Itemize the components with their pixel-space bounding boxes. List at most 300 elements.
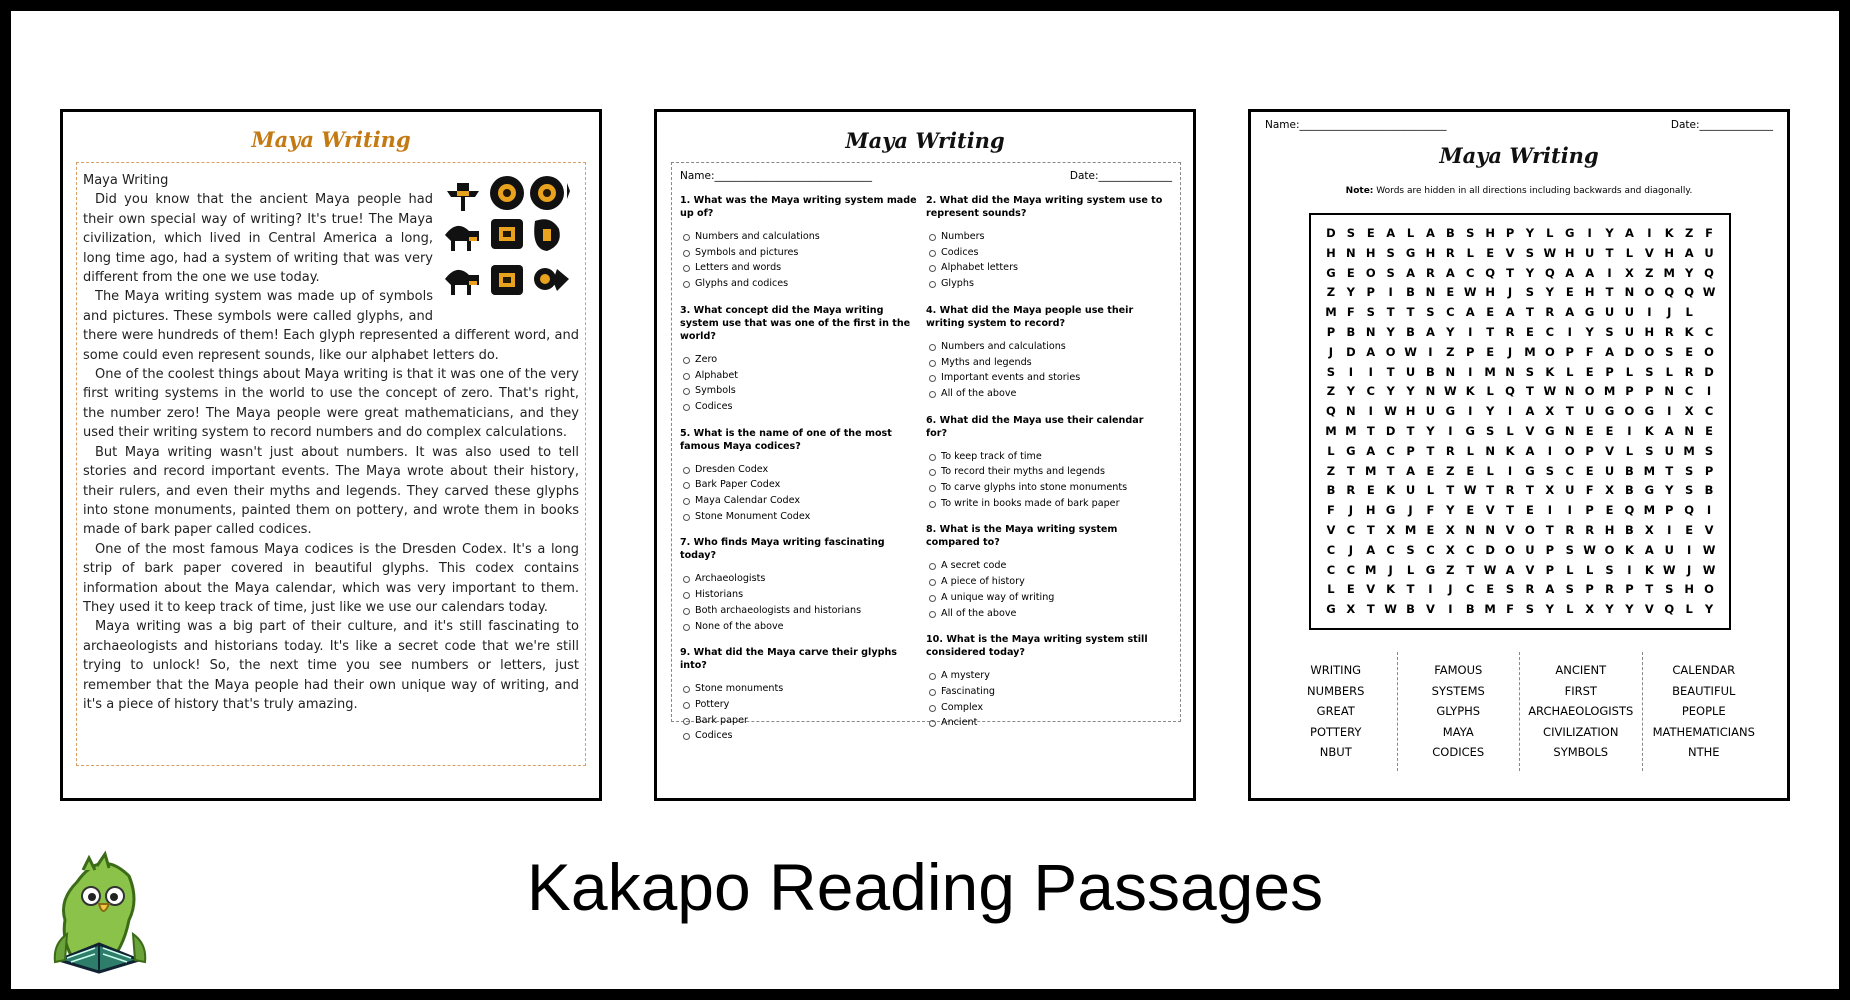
grid-letter[interactable]: K xyxy=(1545,364,1555,379)
grid-letter[interactable]: J xyxy=(1348,503,1353,518)
grid-letter[interactable]: O xyxy=(1604,542,1615,557)
grid-letter[interactable]: X xyxy=(1386,522,1396,537)
grid-letter[interactable]: B xyxy=(1625,463,1634,478)
grid-letter[interactable]: K xyxy=(1386,582,1396,597)
grid-letter[interactable]: A xyxy=(1525,404,1535,419)
grid-letter[interactable]: U xyxy=(1405,483,1416,498)
answer-option[interactable]: Historians xyxy=(680,587,918,603)
grid-letter[interactable]: T xyxy=(1406,582,1415,597)
grid-letter[interactable]: I xyxy=(1388,285,1393,300)
grid-letter[interactable]: L xyxy=(1585,562,1594,577)
grid-letter[interactable]: O xyxy=(1704,344,1714,359)
grid-letter[interactable]: T xyxy=(1406,305,1415,320)
grid-letter[interactable]: T xyxy=(1605,285,1614,300)
grid-letter[interactable]: L xyxy=(1406,562,1415,577)
grid-letter[interactable]: S xyxy=(1406,542,1415,557)
grid-letter[interactable]: C xyxy=(1366,384,1375,399)
grid-letter[interactable]: V xyxy=(1326,522,1336,537)
grid-letter[interactable]: S xyxy=(1485,423,1495,438)
grid-letter[interactable]: U xyxy=(1584,245,1595,260)
grid-letter[interactable]: A xyxy=(1545,582,1555,597)
grid-letter[interactable]: L xyxy=(1566,602,1574,617)
grid-letter[interactable]: W xyxy=(1463,285,1477,300)
grid-letter[interactable]: B xyxy=(1625,522,1634,537)
grid-letter[interactable]: A xyxy=(1386,226,1396,240)
grid-letter[interactable]: Y xyxy=(1665,483,1674,498)
grid-letter[interactable]: I xyxy=(1468,364,1473,379)
grid-letter[interactable]: M xyxy=(1325,423,1337,438)
grid-letter[interactable]: T xyxy=(1605,245,1614,260)
grid-letter[interactable]: O xyxy=(1525,522,1535,537)
grid-letter[interactable]: E xyxy=(1585,423,1594,438)
grid-letter[interactable]: E xyxy=(1526,324,1534,339)
grid-letter[interactable]: Y xyxy=(1426,423,1435,438)
grid-letter[interactable]: L xyxy=(1486,384,1494,399)
grid-letter[interactable]: I xyxy=(1567,324,1572,339)
grid-letter[interactable]: J xyxy=(1507,344,1513,359)
grid-letter[interactable]: H xyxy=(1584,285,1595,300)
grid-letter[interactable]: P xyxy=(1326,324,1336,339)
grid-letter[interactable]: E xyxy=(1446,285,1455,300)
grid-letter[interactable]: C xyxy=(1466,265,1475,280)
grid-letter[interactable]: O xyxy=(1564,443,1575,458)
grid-letter[interactable]: A xyxy=(1425,324,1435,339)
grid-letter[interactable]: S xyxy=(1565,582,1574,597)
grid-letter[interactable]: U xyxy=(1604,463,1615,478)
grid-letter[interactable]: N xyxy=(1465,522,1476,537)
answer-option[interactable]: Numbers xyxy=(926,229,1164,245)
grid-letter[interactable]: T xyxy=(1526,384,1534,399)
grid-letter[interactable]: E xyxy=(1486,582,1495,597)
grid-letter[interactable]: Y xyxy=(1684,265,1694,280)
grid-letter[interactable]: Q xyxy=(1704,265,1714,280)
grid-letter[interactable]: Q xyxy=(1624,503,1635,518)
grid-letter[interactable]: N xyxy=(1365,324,1376,339)
grid-letter[interactable]: T xyxy=(1366,522,1375,537)
grid-letter[interactable]: G xyxy=(1565,226,1575,240)
grid-letter[interactable]: W xyxy=(1543,245,1557,260)
grid-letter[interactable]: L xyxy=(1327,582,1335,597)
answer-option[interactable]: Letters and words xyxy=(680,260,918,276)
answer-option[interactable]: Bark paper xyxy=(680,713,918,729)
grid-letter[interactable]: W xyxy=(1384,404,1397,419)
grid-letter[interactable]: W xyxy=(1702,562,1716,577)
grid-letter[interactable]: X xyxy=(1545,483,1555,498)
grid-letter[interactable]: I xyxy=(1607,265,1612,280)
grid-letter[interactable]: T xyxy=(1486,483,1495,498)
grid-letter[interactable]: X xyxy=(1625,265,1634,280)
grid-letter[interactable]: M xyxy=(1365,562,1377,577)
grid-letter[interactable]: S xyxy=(1366,305,1375,320)
grid-letter[interactable]: S xyxy=(1545,463,1554,478)
grid-letter[interactable]: I xyxy=(1428,344,1433,359)
grid-letter[interactable]: T xyxy=(1346,463,1355,478)
grid-letter[interactable]: M xyxy=(1325,305,1337,320)
grid-letter[interactable]: C xyxy=(1684,384,1694,399)
grid-letter[interactable]: Y xyxy=(1585,324,1594,339)
grid-letter[interactable]: R xyxy=(1585,522,1595,537)
grid-letter[interactable]: M xyxy=(1404,522,1417,537)
grid-letter[interactable]: X xyxy=(1346,602,1356,617)
grid-letter[interactable]: S xyxy=(1525,364,1535,379)
grid-letter[interactable]: P xyxy=(1466,344,1475,359)
grid-letter[interactable]: Q xyxy=(1505,384,1515,399)
grid-letter[interactable]: U xyxy=(1604,305,1615,320)
grid-letter[interactable]: B xyxy=(1406,602,1415,617)
grid-letter[interactable]: Y xyxy=(1446,503,1455,518)
answer-option[interactable]: Archaeologists xyxy=(680,571,918,587)
grid-letter[interactable]: O xyxy=(1644,344,1655,359)
grid-letter[interactable] xyxy=(1699,303,1719,323)
grid-letter[interactable]: K xyxy=(1505,443,1515,458)
grid-letter[interactable]: I xyxy=(1687,542,1692,557)
grid-letter[interactable]: T xyxy=(1386,305,1395,320)
grid-letter[interactable]: T xyxy=(1526,483,1534,498)
grid-letter[interactable]: A xyxy=(1445,265,1455,280)
grid-letter[interactable]: Y xyxy=(1446,324,1455,339)
grid-letter[interactable]: U xyxy=(1405,364,1416,379)
grid-letter[interactable]: U xyxy=(1584,404,1595,419)
grid-letter[interactable]: I xyxy=(1547,443,1552,458)
grid-letter[interactable]: G xyxy=(1425,562,1436,577)
grid-letter[interactable]: S xyxy=(1326,364,1336,379)
grid-letter[interactable]: G xyxy=(1644,404,1655,419)
grid-letter[interactable]: K xyxy=(1624,542,1634,557)
grid-letter[interactable]: D xyxy=(1485,542,1495,557)
grid-letter[interactable]: C xyxy=(1346,522,1356,537)
grid-letter[interactable]: J xyxy=(1388,562,1393,577)
grid-letter[interactable]: B xyxy=(1326,483,1336,498)
grid-letter[interactable]: T xyxy=(1386,364,1395,379)
grid-letter[interactable]: K xyxy=(1465,384,1475,399)
grid-letter[interactable]: A xyxy=(1605,344,1614,359)
grid-letter[interactable]: Y xyxy=(1386,384,1395,399)
grid-letter[interactable]: E xyxy=(1366,483,1375,498)
grid-letter[interactable]: A xyxy=(1644,542,1654,557)
grid-letter[interactable]: S xyxy=(1665,582,1674,597)
grid-letter[interactable]: W xyxy=(1463,483,1477,498)
grid-letter[interactable]: Y xyxy=(1386,324,1395,339)
grid-letter[interactable]: N xyxy=(1485,443,1495,458)
grid-letter[interactable]: S xyxy=(1386,265,1395,280)
grid-letter[interactable]: N xyxy=(1346,404,1356,419)
grid-letter[interactable]: S xyxy=(1684,463,1694,478)
answer-option[interactable]: Important events and stories xyxy=(926,370,1164,386)
grid-letter[interactable]: V xyxy=(1605,443,1614,458)
grid-letter[interactable]: B xyxy=(1704,483,1714,498)
grid-letter[interactable]: W xyxy=(1702,542,1716,557)
grid-letter[interactable]: U xyxy=(1624,305,1635,320)
grid-letter[interactable]: M xyxy=(1484,602,1496,617)
grid-letter[interactable]: X xyxy=(1644,522,1654,537)
grid-letter[interactable]: S xyxy=(1426,305,1435,320)
grid-letter[interactable]: Y xyxy=(1605,602,1614,617)
grid-letter[interactable]: V xyxy=(1704,522,1714,537)
grid-letter[interactable]: C xyxy=(1326,542,1336,557)
grid-letter[interactable]: C xyxy=(1704,404,1714,419)
grid-letter[interactable]: U xyxy=(1664,443,1674,458)
grid-letter[interactable]: U xyxy=(1704,245,1714,260)
grid-letter[interactable]: L xyxy=(1466,443,1474,458)
grid-letter[interactable]: J xyxy=(1448,582,1453,597)
grid-letter[interactable]: P xyxy=(1704,463,1714,478)
grid-letter[interactable]: T xyxy=(1665,463,1674,478)
answer-option[interactable]: A secret code xyxy=(926,558,1164,574)
grid-letter[interactable]: B xyxy=(1465,602,1475,617)
grid-letter[interactable]: Q xyxy=(1684,285,1695,300)
grid-letter[interactable]: P xyxy=(1406,443,1415,458)
grid-letter[interactable]: O xyxy=(1505,542,1515,557)
grid-letter[interactable]: E xyxy=(1705,423,1713,438)
grid-letter[interactable]: Y xyxy=(1704,602,1714,617)
answer-option[interactable]: A mystery xyxy=(926,668,1164,684)
grid-letter[interactable]: O xyxy=(1704,582,1714,597)
grid-letter[interactable]: A xyxy=(1366,443,1376,458)
grid-letter[interactable]: E xyxy=(1426,463,1435,478)
grid-letter[interactable]: J xyxy=(1328,344,1334,359)
grid-letter[interactable]: E xyxy=(1605,423,1614,438)
grid-letter[interactable]: I xyxy=(1567,503,1572,518)
grid-letter[interactable]: A xyxy=(1565,305,1575,320)
grid-letter[interactable]: E xyxy=(1565,285,1574,300)
grid-letter[interactable]: E xyxy=(1585,364,1594,379)
answer-option[interactable]: Numbers and calculations xyxy=(680,229,918,245)
grid-letter[interactable]: I xyxy=(1468,324,1473,339)
grid-letter[interactable]: B xyxy=(1426,364,1435,379)
grid-letter[interactable]: Q xyxy=(1684,503,1695,518)
grid-letter[interactable]: T xyxy=(1366,423,1375,438)
grid-letter[interactable]: Z xyxy=(1684,226,1694,240)
grid-letter[interactable]: E xyxy=(1526,503,1534,518)
grid-letter[interactable]: M xyxy=(1524,344,1536,359)
grid-letter[interactable]: V xyxy=(1425,602,1435,617)
grid-letter[interactable]: D xyxy=(1346,344,1356,359)
grid-letter[interactable]: I xyxy=(1627,562,1632,577)
grid-letter[interactable]: D xyxy=(1326,226,1336,240)
grid-letter[interactable]: R xyxy=(1565,522,1575,537)
grid-letter[interactable]: D xyxy=(1385,423,1396,438)
grid-letter[interactable]: F xyxy=(1585,483,1594,498)
grid-letter[interactable]: N xyxy=(1505,364,1515,379)
answer-option[interactable]: Stone Monument Codex xyxy=(680,509,918,525)
grid-letter[interactable]: B xyxy=(1625,483,1634,498)
grid-letter[interactable]: A xyxy=(1366,344,1376,359)
grid-letter[interactable]: E xyxy=(1585,463,1594,478)
grid-letter[interactable]: Y xyxy=(1525,265,1535,280)
grid-letter[interactable]: S xyxy=(1704,443,1714,458)
grid-letter[interactable]: M xyxy=(1484,364,1496,379)
grid-letter[interactable]: J xyxy=(1507,285,1513,300)
grid-letter[interactable]: R xyxy=(1664,324,1674,339)
grid-letter[interactable]: I xyxy=(1507,404,1513,419)
grid-letter[interactable]: V xyxy=(1644,245,1654,260)
grid-letter[interactable]: E xyxy=(1366,226,1375,240)
grid-letter[interactable]: L xyxy=(1685,305,1693,320)
grid-letter[interactable]: L xyxy=(1327,443,1335,458)
grid-letter[interactable]: G xyxy=(1465,423,1475,438)
grid-letter[interactable]: S xyxy=(1386,245,1395,260)
grid-letter[interactable]: W xyxy=(1583,542,1596,557)
answer-option[interactable]: Symbols xyxy=(680,383,918,399)
grid-letter[interactable]: T xyxy=(1446,483,1455,498)
grid-letter[interactable]: N xyxy=(1624,285,1635,300)
grid-letter[interactable]: K xyxy=(1684,324,1694,339)
grid-letter[interactable]: U xyxy=(1425,404,1436,419)
grid-letter[interactable]: H xyxy=(1365,245,1376,260)
grid-letter[interactable]: E xyxy=(1466,463,1475,478)
grid-letter[interactable]: A xyxy=(1565,265,1575,280)
grid-letter[interactable]: Z xyxy=(1326,384,1336,399)
grid-letter[interactable]: J xyxy=(1408,503,1413,518)
grid-letter[interactable]: Z xyxy=(1326,285,1336,300)
grid-letter[interactable]: P xyxy=(1505,226,1515,240)
grid-letter[interactable]: O xyxy=(1624,404,1635,419)
grid-letter[interactable]: C xyxy=(1426,542,1435,557)
grid-letter[interactable]: M xyxy=(1603,384,1616,399)
grid-letter[interactable]: J xyxy=(1348,542,1353,557)
grid-letter[interactable]: S xyxy=(1684,483,1694,498)
grid-letter[interactable]: I xyxy=(1348,364,1353,379)
grid-letter[interactable]: S xyxy=(1645,443,1654,458)
grid-letter[interactable]: G xyxy=(1326,602,1336,617)
answer-option[interactable]: To carve glyphs into stone monuments xyxy=(926,480,1164,496)
answer-option[interactable]: Alphabet xyxy=(680,368,918,384)
grid-letter[interactable]: V xyxy=(1366,582,1376,597)
grid-letter[interactable]: P xyxy=(1545,542,1555,557)
grid-letter[interactable]: A xyxy=(1406,463,1415,478)
grid-letter[interactable]: C xyxy=(1466,542,1475,557)
grid-letter[interactable]: U xyxy=(1664,542,1674,557)
grid-letter[interactable]: E xyxy=(1605,503,1614,518)
grid-letter[interactable]: W xyxy=(1404,344,1417,359)
grid-letter[interactable]: P xyxy=(1366,285,1375,300)
grid-letter[interactable]: F xyxy=(1506,602,1514,617)
grid-letter[interactable]: M xyxy=(1663,265,1675,280)
grid-letter[interactable]: H xyxy=(1326,245,1336,260)
grid-letter[interactable]: V xyxy=(1485,503,1495,518)
grid-letter[interactable]: T xyxy=(1406,423,1415,438)
grid-letter[interactable]: G xyxy=(1644,483,1655,498)
grid-letter[interactable]: Y xyxy=(1406,384,1415,399)
grid-letter[interactable]: S xyxy=(1525,602,1535,617)
grid-letter[interactable]: I xyxy=(1706,503,1712,518)
grid-letter[interactable]: Y xyxy=(1346,384,1355,399)
answer-option[interactable]: Pottery xyxy=(680,697,918,713)
grid-letter[interactable]: S xyxy=(1605,562,1614,577)
grid-letter[interactable]: A xyxy=(1664,423,1674,438)
grid-letter[interactable]: K xyxy=(1644,423,1654,438)
grid-letter[interactable]: H xyxy=(1684,582,1694,597)
answer-option[interactable]: Codices xyxy=(680,728,918,744)
grid-letter[interactable]: Y xyxy=(1545,602,1554,617)
grid-letter[interactable]: J xyxy=(1667,305,1672,320)
grid-letter[interactable]: C xyxy=(1386,542,1395,557)
grid-letter[interactable]: O xyxy=(1365,265,1376,280)
grid-letter[interactable]: I xyxy=(1667,522,1672,537)
grid-letter[interactable]: K xyxy=(1664,226,1674,240)
grid-letter[interactable]: N xyxy=(1425,384,1436,399)
grid-letter[interactable]: Q xyxy=(1664,602,1675,617)
grid-letter[interactable]: Z xyxy=(1446,463,1455,478)
grid-letter[interactable]: A xyxy=(1366,542,1376,557)
grid-letter[interactable]: A xyxy=(1624,226,1634,240)
grid-letter[interactable]: L xyxy=(1546,226,1554,240)
answer-option[interactable]: To write in books made of bark paper xyxy=(926,496,1164,512)
answer-option[interactable]: Codices xyxy=(680,399,918,415)
grid-letter[interactable]: I xyxy=(1547,503,1552,518)
grid-letter[interactable]: G xyxy=(1545,423,1555,438)
grid-letter[interactable]: I xyxy=(1448,602,1453,617)
grid-letter[interactable]: T xyxy=(1426,443,1435,458)
grid-letter[interactable]: Z xyxy=(1446,344,1455,359)
grid-letter[interactable]: U xyxy=(1565,483,1575,498)
grid-letter[interactable]: A xyxy=(1465,305,1475,320)
grid-letter[interactable]: Y xyxy=(1485,404,1495,419)
grid-letter[interactable]: I xyxy=(1667,404,1672,419)
grid-letter[interactable]: L xyxy=(1506,423,1514,438)
grid-letter[interactable]: H xyxy=(1485,285,1495,300)
answer-option[interactable]: Dresden Codex xyxy=(680,462,918,478)
answer-option[interactable]: Ancient xyxy=(926,715,1164,731)
grid-letter[interactable]: B xyxy=(1406,285,1415,300)
grid-letter[interactable]: H xyxy=(1604,522,1615,537)
grid-letter[interactable]: I xyxy=(1587,226,1592,240)
grid-letter[interactable]: B xyxy=(1346,324,1356,339)
grid-letter[interactable]: A xyxy=(1425,226,1435,240)
grid-letter[interactable]: S xyxy=(1525,245,1535,260)
grid-letter[interactable]: C xyxy=(1346,562,1356,577)
grid-letter[interactable]: W xyxy=(1384,602,1397,617)
grid-letter[interactable]: W xyxy=(1702,285,1716,300)
grid-letter[interactable]: R xyxy=(1505,483,1515,498)
grid-letter[interactable]: G xyxy=(1346,443,1356,458)
grid-letter[interactable]: A xyxy=(1505,562,1515,577)
grid-letter[interactable]: C xyxy=(1565,463,1574,478)
grid-letter[interactable]: L xyxy=(1685,602,1693,617)
grid-letter[interactable]: G xyxy=(1405,245,1416,260)
answer-option[interactable]: A piece of history xyxy=(926,574,1164,590)
grid-letter[interactable]: L xyxy=(1486,463,1494,478)
grid-letter[interactable]: R xyxy=(1445,443,1455,458)
grid-letter[interactable]: D xyxy=(1704,364,1714,379)
grid-letter[interactable]: P xyxy=(1585,503,1594,518)
grid-letter[interactable]: P xyxy=(1665,503,1674,518)
grid-letter[interactable]: Q xyxy=(1544,265,1555,280)
grid-letter[interactable]: T xyxy=(1506,265,1514,280)
grid-letter[interactable]: X xyxy=(1585,602,1595,617)
grid-letter[interactable]: R xyxy=(1545,305,1555,320)
grid-letter[interactable]: Z xyxy=(1645,265,1654,280)
grid-letter[interactable]: M xyxy=(1643,503,1656,518)
grid-letter[interactable]: K xyxy=(1644,562,1654,577)
grid-letter[interactable]: G xyxy=(1445,404,1456,419)
grid-letter[interactable]: E xyxy=(1685,344,1694,359)
answer-option[interactable]: Alphabet letters xyxy=(926,260,1164,276)
answer-option[interactable]: Numbers and calculations xyxy=(926,339,1164,355)
grid-letter[interactable]: V xyxy=(1644,602,1654,617)
grid-letter[interactable]: B xyxy=(1406,324,1415,339)
grid-letter[interactable]: I xyxy=(1368,364,1373,379)
answer-option[interactable]: All of the above xyxy=(926,386,1164,402)
grid-letter[interactable]: R xyxy=(1684,364,1694,379)
grid-letter[interactable]: L xyxy=(1625,245,1634,260)
grid-letter[interactable]: E xyxy=(1486,305,1495,320)
grid-letter[interactable]: T xyxy=(1545,522,1554,537)
grid-letter[interactable]: N xyxy=(1684,423,1694,438)
grid-letter[interactable]: F xyxy=(1327,503,1335,518)
grid-letter[interactable]: M xyxy=(1365,463,1377,478)
grid-letter[interactable]: C xyxy=(1386,443,1395,458)
